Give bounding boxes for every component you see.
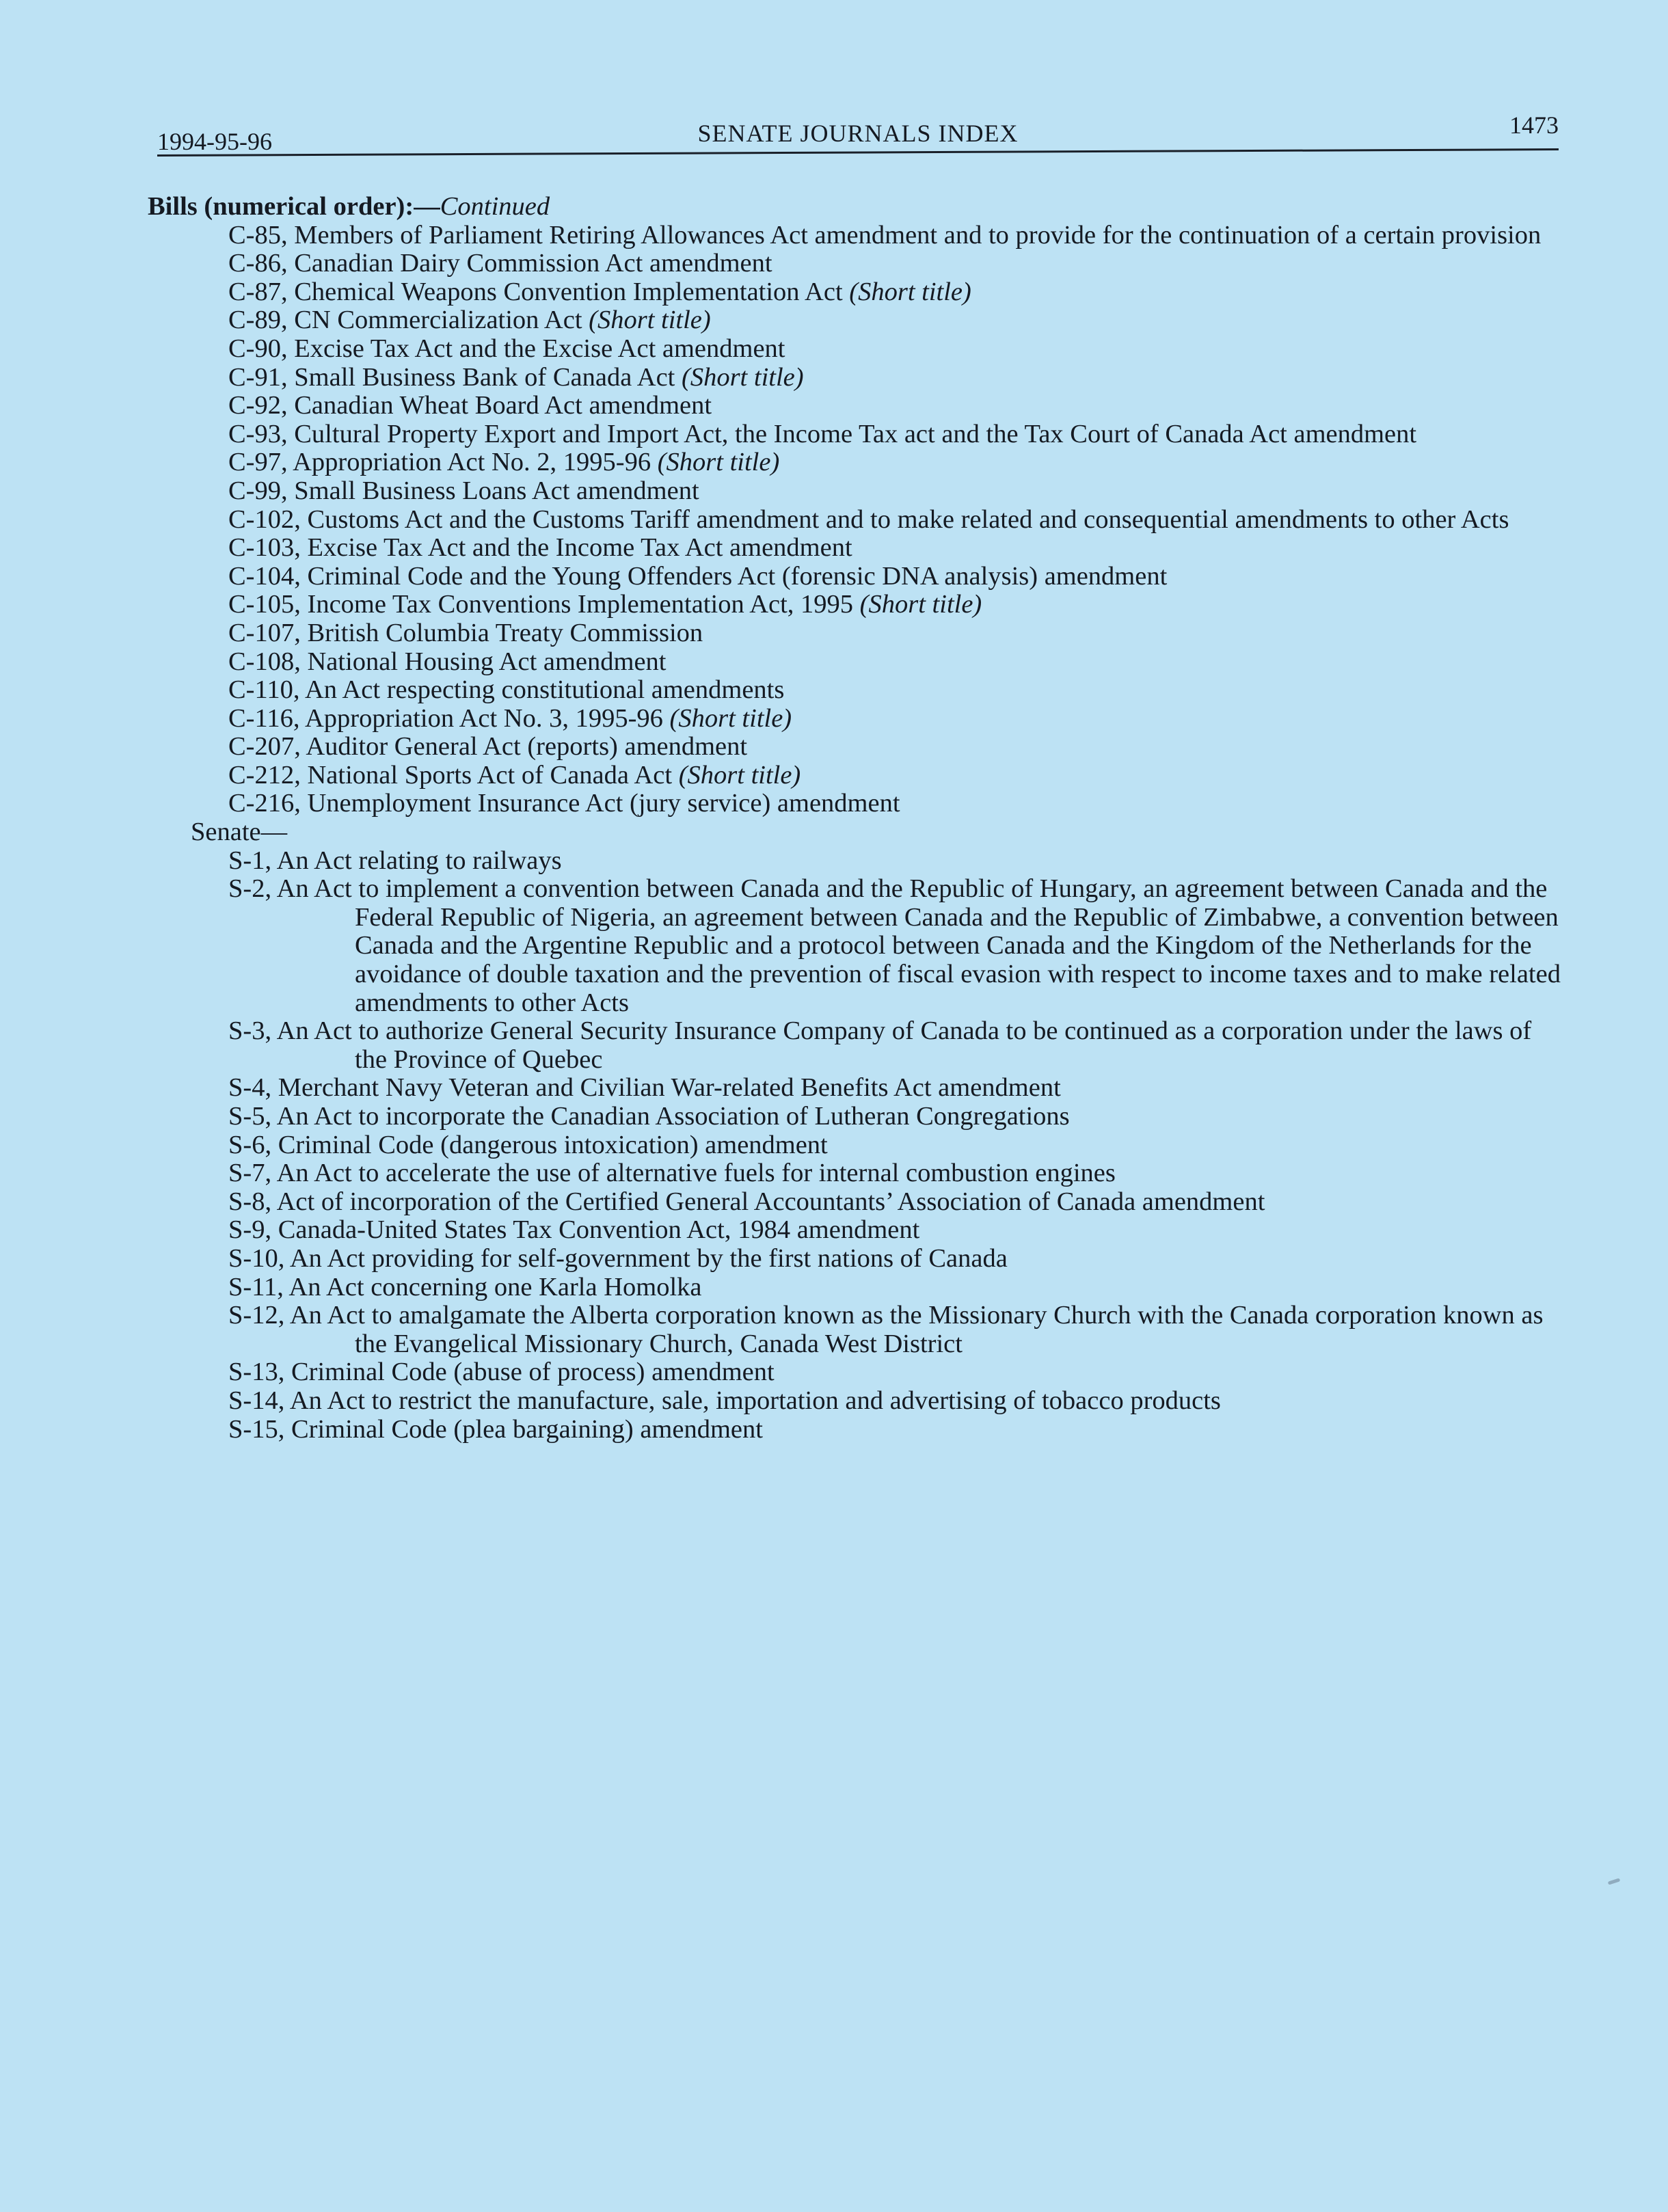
list-item — [148, 306, 1563, 335]
bill-text: C-110, An Act respecting constitutional amendments — [228, 675, 785, 705]
bill-text: C-85, Members of Parliament Retiring Allowances Act amendment and to provide for the continuation of a certain provision — [228, 220, 1542, 249]
list-item: S-12, An Act to amalgamate the Alberta corporation known as the Missionary Church with the Canada corporation known as the Evangelical Missionary Church, Canada West District — [228, 1301, 1544, 1358]
bill-text: C-116, Appropriation Act No. 3, 1995-96 — [228, 703, 670, 733]
list-item — [148, 420, 1563, 449]
senate-subheading: Senate— — [191, 818, 288, 847]
bill-text: C-107, British Columbia Treaty Commission — [228, 618, 703, 647]
bill-text: C-86, Canadian Dairy Commission Act amendment — [228, 249, 772, 278]
section-heading — [148, 193, 1563, 221]
list-item — [148, 563, 1563, 591]
list-item: S-7, An Act to accelerate the use of alternative fuels for internal combustion engines — [228, 1159, 1116, 1188]
bill-text: C-99, Small Business Loans Act amendment — [228, 476, 699, 505]
short-title-note: (Short title) — [678, 760, 801, 790]
list-item: S-9, Canada-United States Tax Convention Act, 1984 amendment — [228, 1215, 920, 1245]
bill-text: C-91, Small Business Bank of Canada Act — [228, 362, 682, 392]
list-item — [148, 364, 1563, 392]
list-item: S-10, An Act providing for self-government by the first nations of Canada — [228, 1243, 1008, 1273]
list-item — [148, 392, 1563, 420]
list-item — [148, 619, 1563, 648]
bill-text: C-212, National Sports Act of Canada Act — [228, 760, 679, 790]
bill-text: C-102, Customs Act and the Customs Tariff amendment and to make related and consequential amendments to other Acts — [228, 504, 1509, 534]
index-content — [148, 193, 1563, 1444]
commons-bills-list — [148, 221, 1563, 818]
session-date: 1994-95-96 — [157, 128, 272, 155]
list-item: S-15, Criminal Code (plea bargaining) amendment — [228, 1414, 763, 1444]
bill-text: C-90, Excise Tax Act and the Excise Act amendment — [228, 334, 785, 363]
list-item — [148, 477, 1563, 506]
list-item — [148, 448, 1563, 477]
bill-text: C-104, Criminal Code and the Young Offenders Act (forensic DNA analysis) amendment — [228, 561, 1168, 591]
list-item: S-14, An Act to restrict the manufacture, sale, importation and advertising of tobacco products — [228, 1386, 1221, 1415]
list-item: S-11, An Act concerning one Karla Homolka — [228, 1272, 702, 1301]
list-item — [148, 534, 1563, 563]
list-item — [148, 761, 1563, 790]
senate-bills-list — [148, 847, 1563, 1444]
page-title: SENATE JOURNALS INDEX — [697, 120, 1019, 147]
short-title-note: (Short title) — [682, 362, 804, 392]
list-item: S-4, Merchant Navy Veteran and Civilian War-related Benefits Act amendment — [228, 1073, 1061, 1103]
short-title-note: (Short title) — [849, 277, 971, 306]
bill-text: C-92, Canadian Wheat Board Act amendment — [228, 391, 712, 420]
list-item: S-5, An Act to incorporate the Canadian Association of Lutheran Congregations — [228, 1102, 1070, 1131]
bill-text: C-216, Unemployment Insurance Act (jury service) amendment — [228, 789, 900, 818]
list-item: S-3, An Act to authorize General Security Insurance Company of Canada to be continued as a corporation under the laws of the Province of Quebec — [228, 1016, 1532, 1074]
list-item — [148, 591, 1563, 619]
list-item — [148, 249, 1563, 278]
list-item — [148, 790, 1563, 818]
bill-text: C-89, CN Commercialization Act — [228, 306, 589, 335]
bill-text: C-93, Cultural Property Export and Import Act, the Income Tax act and the Tax Court of Canada Act amendment — [228, 419, 1417, 448]
continued-label: Continued — [440, 192, 550, 221]
page-number: 1473 — [1509, 111, 1559, 139]
list-item — [148, 676, 1563, 705]
short-title-note: (Short title) — [657, 448, 780, 477]
list-item — [148, 221, 1563, 250]
scan-mark — [1608, 1878, 1621, 1885]
bill-text: C-103, Excise Tax Act and the Income Tax Act amendment — [228, 533, 852, 563]
list-item — [148, 278, 1563, 307]
short-title-note: (Short title) — [859, 590, 982, 619]
list-item: S-8, Act of incorporation of the Certified General Accountants’ Association of Canada amendment — [228, 1187, 1265, 1216]
section-heading-label: Bills (numerical order):— — [148, 192, 440, 221]
list-item — [148, 648, 1563, 677]
list-item — [148, 733, 1563, 761]
bill-text: C-207, Auditor General Act (reports) amendment — [228, 732, 748, 761]
list-item: S-13, Criminal Code (abuse of process) amendment — [228, 1358, 775, 1387]
list-item — [148, 705, 1563, 733]
list-item: S-1, An Act relating to railways — [228, 846, 562, 875]
list-item — [148, 335, 1563, 364]
bill-text: C-108, National Housing Act amendment — [228, 647, 667, 676]
bill-text: C-97, Appropriation Act No. 2, 1995-96 — [228, 448, 658, 477]
list-item — [148, 506, 1563, 535]
short-title-note: (Short title) — [669, 703, 792, 733]
bill-text: C-87, Chemical Weapons Convention Implementation Act — [228, 277, 850, 306]
list-item: S-2, An Act to implement a convention between Canada and the Republic of Hungary, an agreement between Canada and the Federal Republic of Nigeria, an agreement between Canada and the Republic of Zimbabwe, a convention between Canada and the Argentine Republic and a protocol between Canada and the Kingdom of the Netherlands for the avoidance of double taxation and the prevention of fiscal evasion with respect to income taxes and to make related amendments to other Acts — [228, 874, 1561, 1017]
list-item: S-6, Criminal Code (dangerous intoxication) amendment — [228, 1130, 828, 1159]
short-title-note: (Short title) — [589, 306, 711, 335]
bill-text: C-105, Income Tax Conventions Implementation Act, 1995 — [228, 590, 860, 619]
